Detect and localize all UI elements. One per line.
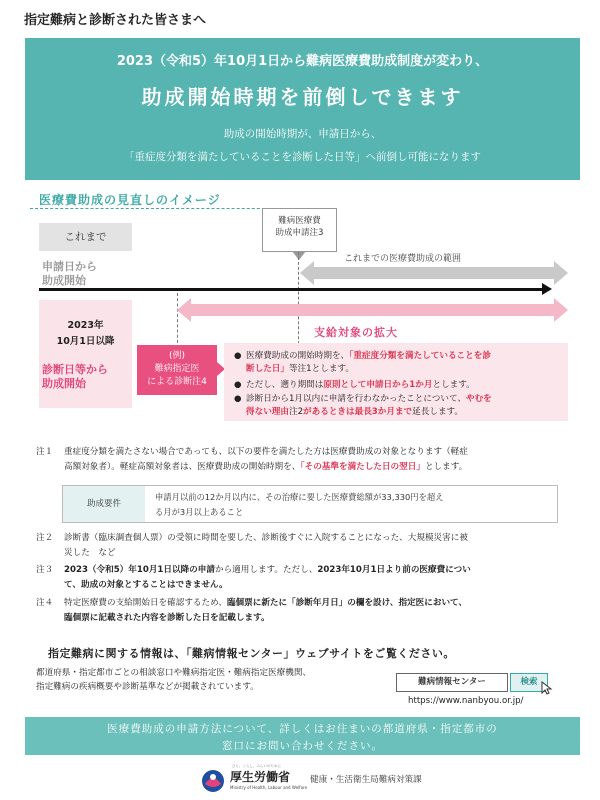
ministry-logo-icon	[200, 768, 226, 794]
callout-pointer-icon	[292, 251, 306, 260]
note-2-number: 注２	[36, 533, 54, 543]
info-center-heading: 指定難病に関する情報は、「難病情報センター」ウェブサイトをご覧ください。	[48, 647, 455, 660]
apply-start-line-1: 申請日から	[42, 260, 97, 273]
bullet1-text: 医療費助成の開始時期を、	[246, 351, 350, 361]
note-2-text-2: 災した など	[64, 548, 116, 558]
rule-notes-box	[224, 343, 568, 421]
contact-line-2: 窓口にお問い合わせください。	[222, 740, 383, 752]
bullet2-text: ただし、遡り期間は	[246, 380, 324, 390]
bullet3-tail: 延長します。	[412, 407, 464, 417]
note-2-text: 診断書（臨床調査個人票）の受領に時間を要した、診断後すぐに入院することになった、大規模災害に被	[64, 533, 468, 543]
note-4-emphasis-2: 臨個票に記載された内容を診断した日を記載します。	[64, 613, 270, 623]
note-4-emphasis: 臨個票に新たに「診断年月日」の欄を設け、指定医において、	[226, 598, 468, 608]
note-1-text: 重症度分類を満たさない場合であっても、以下の要件を満たした方は医療費助成の対象となります（軽症	[64, 447, 468, 457]
note-3	[36, 563, 566, 593]
section-divider	[30, 208, 285, 209]
bullet1-emphasis-cont: 断した日」	[246, 364, 289, 374]
example-diagnosis-box	[137, 345, 217, 395]
bullet3-text: 診断日から1月以内に申請を行わなかったことについて、	[246, 394, 466, 404]
diagnosis-start-line-1: 診断日等から	[42, 363, 108, 376]
requirement-header: 助成要件	[63, 486, 145, 522]
old-range-arrow-left-icon	[300, 261, 314, 285]
bullet2-tail: とします。	[432, 380, 475, 390]
banner-line-1: 2023（令和5）年10月1日から難病医療費助成制度が変わり、	[116, 54, 489, 69]
ministry-tagline: ひと、くらし、みらいのために	[232, 764, 281, 768]
apply-start-line-2: 助成開始	[42, 274, 86, 287]
rule-bullet-2	[234, 379, 475, 392]
bullet-dot-icon: ●	[234, 351, 242, 361]
note-1-text-2: 高額対象者）。軽症高額対象者は、医療費助成の開始時期を、	[64, 462, 301, 472]
new-rule-panel	[39, 300, 132, 408]
hero-banner	[25, 38, 580, 180]
note-4	[36, 596, 566, 626]
note-3-emphasis-3: て、助成の対象とすることはできません。	[64, 580, 228, 590]
bullet3-emphasis-cont: 得ない理由	[246, 407, 289, 417]
cursor-icon	[540, 681, 554, 695]
info-desc-line-2: 指定難病の疾病概要や診断基準などが掲載されています。	[36, 682, 259, 692]
bullet3-emphasis-2: があるときは最長3か月まで	[303, 407, 413, 417]
requirement-body	[155, 490, 545, 520]
note-4-text: 特定医療費の支給開始日を確認するため、	[64, 598, 227, 608]
bullet1-emphasis: 「重症度分類を満たしていることを診	[349, 351, 491, 361]
new-rule-date	[39, 318, 132, 350]
timeline-axis	[39, 288, 544, 291]
expanded-range-arrow	[190, 304, 554, 316]
callout-line-2: 助成申請注3	[275, 228, 324, 238]
note-1-number: 注１	[36, 447, 54, 457]
new-rule-date-year: 2023年	[67, 320, 104, 331]
section-title: 医療費助成の見直しのイメージ	[39, 193, 221, 207]
expanded-range-arrow-left-icon	[177, 298, 191, 322]
bullet3-emphasis: やむを	[465, 394, 492, 404]
bullet1-tail: 等注1とします。	[288, 364, 354, 374]
note-1-emphasis: 「その基準を満たした日の翌日」	[300, 462, 425, 472]
apply-start-label	[42, 260, 97, 288]
timeline-arrow-icon	[542, 283, 552, 295]
example-line-1: (例)	[168, 351, 186, 361]
search-input[interactable]: 難病情報センター	[396, 673, 508, 692]
note-3-number: 注３	[36, 565, 54, 575]
expanded-range-label: 支給対象の拡大	[314, 326, 398, 339]
old-range-label: これまでの医療費助成の範囲	[344, 254, 462, 264]
expanded-range-arrow-right-icon	[554, 298, 568, 322]
diagnosis-start-line-2: 助成開始	[42, 377, 86, 390]
note-3-emphasis-2: 2023年10月1日より前の医療費につい	[317, 565, 471, 575]
bullet2-emphasis: 原則として申請日から1か月	[323, 380, 433, 390]
website-url[interactable]: https://www.nanbyou.or.jp/	[408, 696, 524, 706]
info-center-description	[36, 666, 311, 694]
banner-line-3: 助成の開始時期が、申請日から、	[223, 128, 382, 140]
banner-headline: 助成開始時期を前倒しできます	[141, 85, 464, 109]
bullet-dot-icon: ●	[234, 394, 242, 404]
diagnosis-start-label	[42, 363, 108, 391]
rule-bullet-1	[234, 350, 491, 376]
application-callout	[262, 208, 337, 252]
note-3-text: から適用します。ただし、	[214, 565, 318, 575]
contact-band	[25, 717, 580, 755]
bullet3-note: 注2	[288, 407, 304, 417]
page-top-title: 指定難病と診断された皆さまへ	[24, 13, 207, 28]
banner-line-4: 「重症度分類を満たしていることを診断した日等」へ前倒し可能になります	[124, 151, 481, 163]
requirement-table	[62, 485, 558, 523]
old-range-arrow-right-icon	[554, 261, 568, 285]
ministry-name: 厚生労働省	[230, 770, 291, 784]
note-1-tail: とします。	[424, 462, 468, 472]
old-range-arrow	[313, 267, 554, 279]
example-line-3: による診断注4	[147, 377, 207, 387]
search-button[interactable]: 検索	[510, 673, 548, 692]
ministry-english-name: Ministry of Health, Labour and Welfare	[230, 785, 308, 790]
until-now-label: これまで	[39, 223, 132, 251]
note-4-number: 注４	[36, 598, 54, 608]
new-rule-date-day: 10月1日以降	[56, 336, 115, 347]
bullet-dot-icon: ●	[234, 380, 242, 390]
department-name: 健康・生活衛生局難病対策課	[310, 775, 422, 785]
rule-bullet-3	[234, 393, 492, 419]
note-1	[36, 445, 566, 475]
note-2	[36, 531, 566, 561]
requirement-line-2: る月が3月以上あること	[155, 507, 244, 517]
contact-line-1: 医療費助成の申請方法について、詳しくはお住まいの都道府県・指定都市の	[107, 723, 498, 735]
info-desc-line-1: 都道府県・指定都市ごとの相談窓口や難病指定医・難病指定医療機関、	[36, 668, 312, 678]
note-3-emphasis: 2023（令和5）年10月1日以降の申請	[64, 565, 215, 575]
example-line-2: 難病指定医	[154, 364, 200, 374]
requirement-line-1: 申請月以前の12か月以内に、その治療に要した医療費総額が33,330円を超え	[155, 492, 444, 502]
callout-line-1: 難病医療費	[278, 216, 321, 226]
